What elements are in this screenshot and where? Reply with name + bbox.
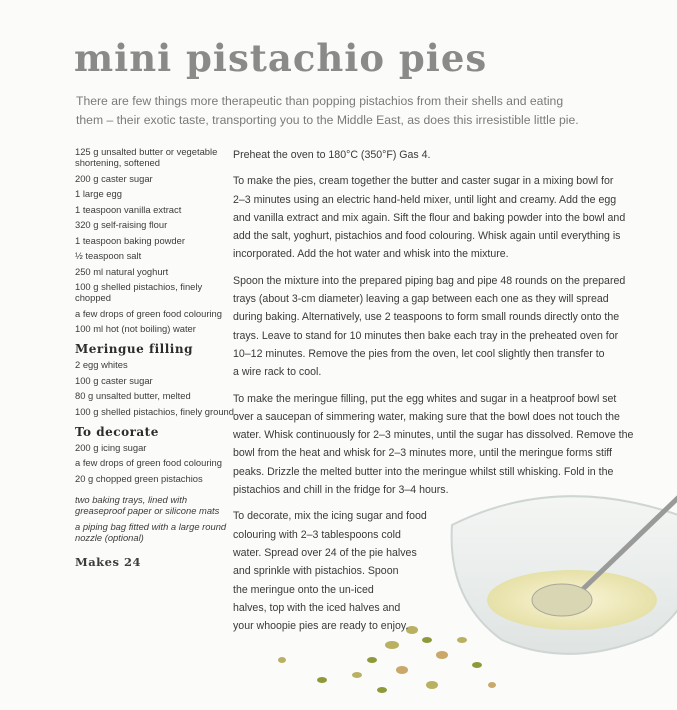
method-paragraph bbox=[233, 390, 634, 500]
ingredient-item: 100 g shelled pistachios, finely chopped bbox=[75, 281, 203, 303]
method-line: To make the meringue filling, put the egg whites and sugar in a heatproof bowl set bbox=[233, 392, 617, 405]
ingredient-item: 320 g self-raising flour bbox=[75, 219, 168, 230]
method-line: trays (about 3-cm diameter) leaving a gap between each one as they will spread bbox=[233, 293, 609, 306]
ingredient-item: 250 ml natural yoghurt bbox=[75, 265, 169, 277]
method-line: water. Whisk continuously for 2–3 minutes, until the sugar has dissolved. Remove the bbox=[233, 429, 634, 442]
ingredient-item: a few drops of green food colouring bbox=[75, 307, 222, 319]
ingredient-item: 1 teaspoon baking powder bbox=[75, 234, 185, 246]
ingredient-item: 100 ml hot (not boiling) water bbox=[75, 323, 196, 334]
ingredient-item: a piping bag fitted with a large round nozzle (optional) bbox=[75, 520, 227, 543]
method-paragraph bbox=[233, 146, 613, 164]
decorate-heading: To decorate bbox=[75, 424, 159, 439]
ingredient-item: 80 g unsalted butter, melted bbox=[75, 390, 191, 401]
ingredient-item: two baking trays, lined with greaseproof paper or silicone mats bbox=[75, 494, 220, 516]
ingredient-item: 100 g caster sugar bbox=[75, 374, 153, 386]
ingredient-item: ½ teaspoon salt bbox=[75, 250, 142, 261]
page-title: mini pistachio pies bbox=[74, 36, 488, 80]
method-line: your whoopie pies are ready to enjoy. bbox=[233, 620, 409, 633]
ingredients-list bbox=[75, 146, 235, 569]
method-line: the meringue onto the un-iced bbox=[233, 583, 374, 596]
method-line: bowl from the heat and whisk for 2–3 minutes more, until the meringue forms stiff bbox=[233, 447, 613, 460]
method-line: a wire rack to cool. bbox=[233, 366, 322, 379]
method-line: water. Spread over 24 of the pie halves bbox=[233, 546, 417, 559]
method-line: To make the pies, cream together the butter and caster sugar in a mixing bowl for bbox=[233, 175, 614, 188]
ingredient-item: 20 g chopped green pistachios bbox=[75, 472, 203, 484]
method-line: trays. Leave to stand for 10 minutes then bake each tray in the preheated oven for bbox=[233, 329, 619, 342]
method-line: over a saucepan of simmering water, making sure that the bowl does not touch the bbox=[233, 410, 620, 423]
ingredient-item: 200 g icing sugar bbox=[75, 441, 147, 453]
method-line: colouring with 2–3 tablespoons cold bbox=[233, 528, 401, 541]
ingredient-item: 2 egg whites bbox=[75, 359, 128, 370]
method-line: and vanilla extract and mix again. Sift the flour and baking powder into the bowl and bbox=[233, 211, 626, 224]
method-line: To decorate, mix the icing sugar and food bbox=[233, 510, 427, 523]
intro-line: them – their exotic taste, transporting you to the Middle East, as does this irresistible little pie. bbox=[76, 113, 579, 127]
method-paragraph bbox=[233, 272, 626, 382]
method-line: halves, top with the iced halves and bbox=[233, 601, 401, 614]
method-line: Preheat the oven to 180°C (350°F) Gas 4. bbox=[233, 149, 431, 161]
method-line: incorporated. Add the hot water and whisk into the mixture. bbox=[233, 248, 509, 261]
method-line: add the salt, yoghurt, pistachios and food colouring. Whisk again until everything is bbox=[233, 230, 621, 243]
intro-line: There are few things more therapeutic than popping pistachios from their shells and eating bbox=[76, 94, 564, 108]
method-line: during baking. Alternatively, use 2 teaspoons to form small rounds directly onto the bbox=[233, 311, 620, 324]
method-line: 2–3 minutes using an electric hand-held mixer, until light and creamy. Add the egg bbox=[233, 193, 617, 206]
ingredient-item: 1 large egg bbox=[75, 188, 122, 199]
intro-text bbox=[76, 92, 636, 130]
ingredient-item: 125 g unsalted butter or vegetable shortening, softened bbox=[75, 146, 218, 168]
method-paragraph bbox=[233, 172, 626, 263]
method-line: Spoon the mixture into the prepared piping bag and pipe 48 rounds on the prepared bbox=[233, 274, 626, 287]
method-line: pistachios and chill in the fridge for 3–4 hours. bbox=[233, 484, 449, 497]
method-paragraph bbox=[233, 507, 613, 635]
ingredient-item: 200 g caster sugar bbox=[75, 172, 153, 184]
ingredient-item: a few drops of green food colouring bbox=[75, 457, 222, 468]
meringue-heading: Meringue filling bbox=[75, 342, 193, 356]
method-line: peaks. Drizzle the melted butter into the meringue whilst still whisking. Fold in the bbox=[233, 465, 614, 478]
method-line: and sprinkle with pistachios. Spoon bbox=[233, 565, 399, 578]
ingredient-item: 100 g shelled pistachios, finely ground bbox=[75, 405, 234, 417]
makes-yield: Makes 24 bbox=[75, 554, 141, 569]
method-line: 10–12 minutes. Remove the pies from the oven, let cool slightly then transfer to bbox=[233, 347, 605, 360]
method-text bbox=[233, 146, 634, 643]
ingredient-item: 1 teaspoon vanilla extract bbox=[75, 203, 182, 215]
